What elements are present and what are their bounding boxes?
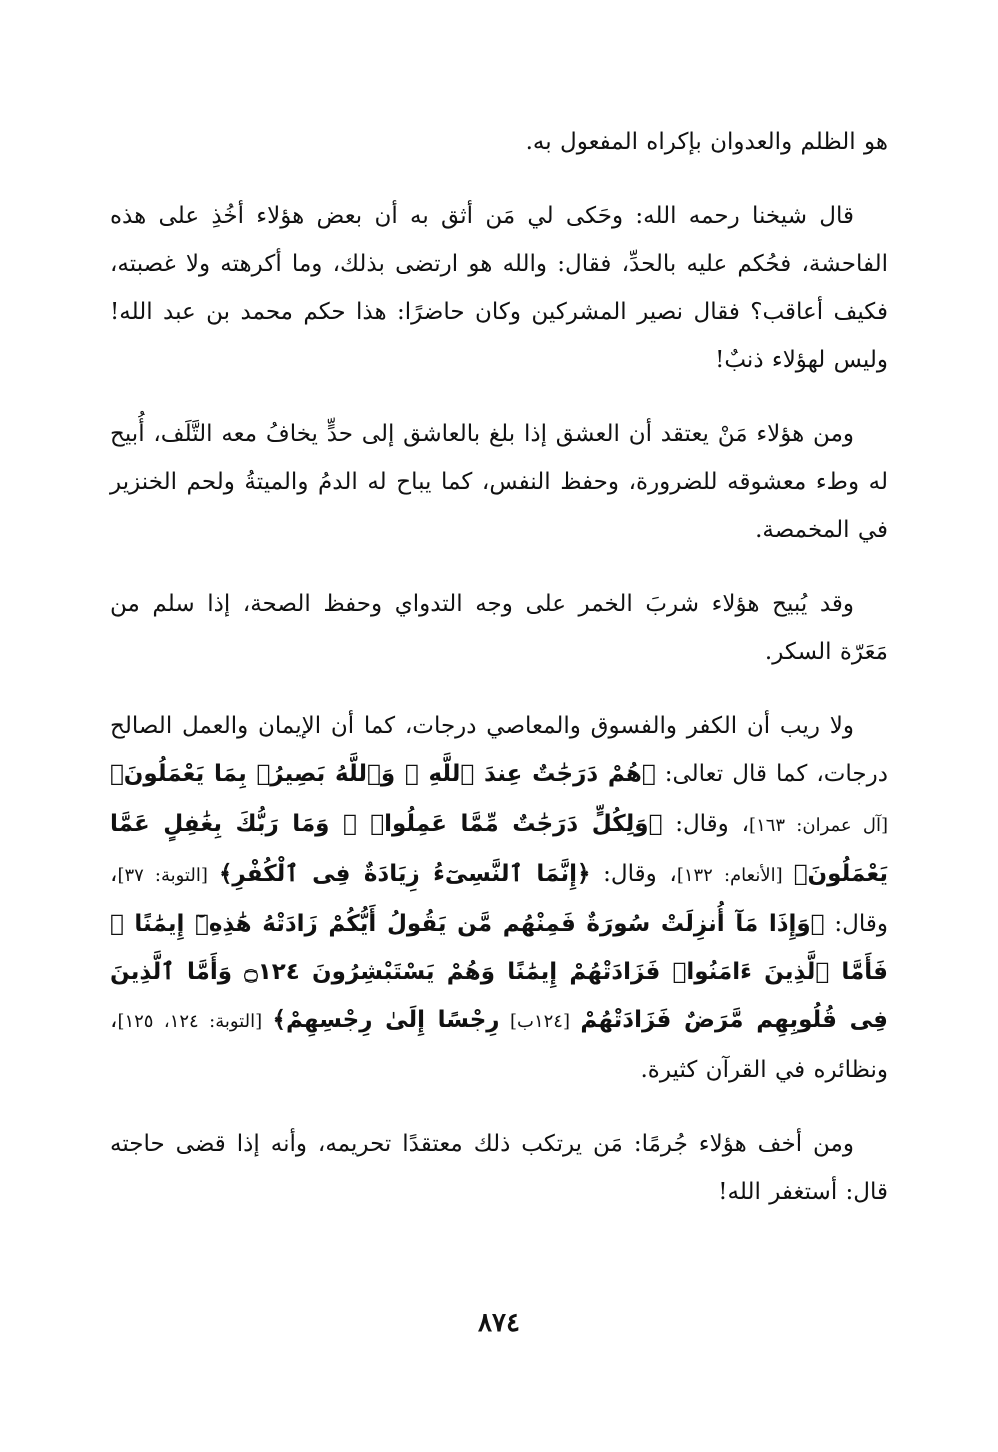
text-segment: ولا ريب أن الكفر والفسوق والمعاصي درجات، كما أن الإيمان والعمل الصالح درجات، كما قال تعالى: xyxy=(110,713,888,787)
paragraph-quran-verses xyxy=(110,702,888,1094)
text-segment: ، وقال: xyxy=(110,861,888,937)
verse-reference: [التوبة: ١٢٤، ١٢٥] xyxy=(117,1011,273,1032)
quran-verse: ﴿إِنَّمَا ٱلنَّسِىٓءُ زِيَادَةٌ فِى ٱلْكُفْرِ﴾ xyxy=(218,861,591,887)
quran-verse: ﴿وَإِذَا مَآ أُنزِلَتْ سُورَةٌ فَمِنْهُم مَّن يَقُولُ أَيُّكُمْ زَادَتْهُ هَٰذِهِۦٓ إِيمَٰنًا ۚ فَأَمَّا ٱلَّذِينَ ءَامَنُوا۟ فَزَادَتْهُمْ إِيمَٰنًا وَهُمْ يَسْتَبْشِرُونَ ۝١٢٤ وَأَمَّا ٱلَّذِينَ فِى قُلُوبِهِم مَّرَضٌ فَزَادَتْهُمْ xyxy=(110,911,888,1033)
manuscript-marker: [١٢٤ب] xyxy=(499,1011,581,1032)
verse-reference: [آل عمران: ١٦٣] xyxy=(749,815,888,836)
text-segment: ، وقال: xyxy=(662,811,750,837)
text-segment: ، ونظائره في القرآن كثيرة. xyxy=(110,1007,888,1083)
verse-reference: [التوبة: ٣٧] xyxy=(117,865,219,886)
text-segment: ، وقال: xyxy=(590,861,677,887)
paragraph: ومن هؤلاء مَنْ يعتقد أن العشق إذا بلغ بالعاشق إلى حدٍّ يخافُ معه التَّلَف، أُبيح له وطء معشوقه للضرورة، وحفظ النفس، كما يباح له الدمُ والميتةُ ولحم الخنزير في المخمصة. xyxy=(110,421,888,543)
paragraph: ومن أخف هؤلاء جُرمًا: مَن يرتكب ذلك معتقدًا تحريمه، وأنه إذا قضى حاجته قال: أستغفر الله! xyxy=(110,1131,888,1205)
quran-verse: ﴿هُمْ دَرَجَٰتٌ عِندَ ٱللَّهِ ۗ وَٱللَّهُ بَصِيرُۢ بِمَا يَعْمَلُونَ﴾ xyxy=(110,761,656,787)
quran-verse: رِجْسًا إِلَىٰ رِجْسِهِمْ﴾ xyxy=(272,1007,500,1033)
quran-verse: ﴿وَلِكُلٍّ دَرَجَٰتٌ مِّمَّا عَمِلُوا۟ ۚ وَمَا رَبُّكَ بِغَٰفِلٍ عَمَّا يَعْمَلُونَ﴾ xyxy=(110,811,888,887)
verse-reference: [الأنعام: ١٣٢] xyxy=(676,865,794,886)
page-number: ٨٧٤ xyxy=(478,1308,520,1338)
page-body xyxy=(110,118,888,1418)
paragraph: قال شيخنا رحمه الله: وحَكى لي مَن أثق به أن بعض هؤلاء أخُذِ على هذه الفاحشة، فحُكم عليه بالحدِّ، فقال: والله هو ارتضى بذلك، وما أكرهته ولا غصبته، فكيف أعاقب؟ فقال نصير المشركين وكان حاضرًا: هذا حكم محمد بن عبد الله! وليس لهؤلاء ذنبٌ! xyxy=(110,203,888,373)
paragraph: هو الظلم والعدوان بإكراه المفعول به. xyxy=(525,129,888,155)
paragraph: وقد يُبيح هؤلاء شربَ الخمر على وجه التدواي وحفظ الصحة، إذا سلم من مَعَرّة السكر. xyxy=(110,591,888,665)
